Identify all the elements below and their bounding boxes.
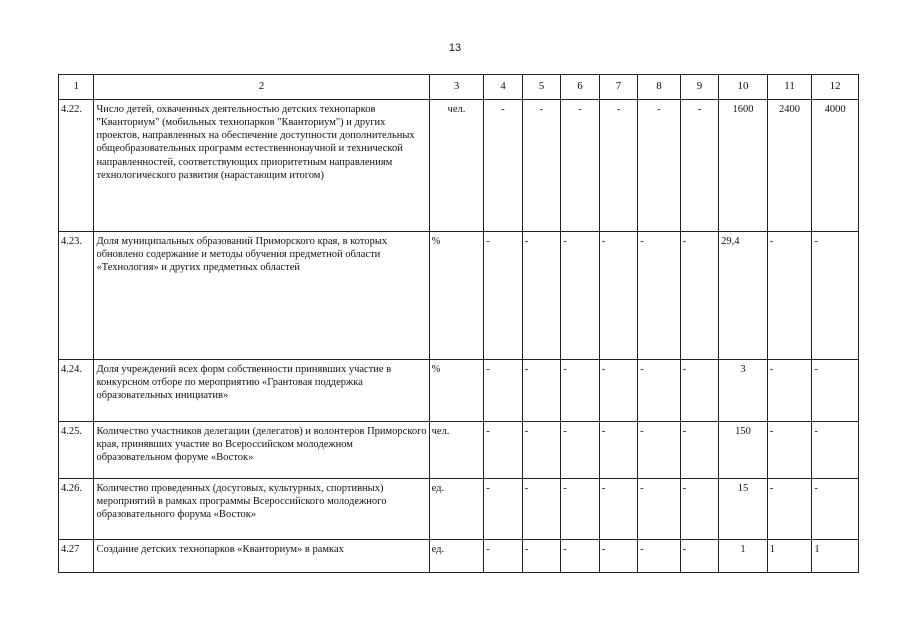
col-header-11: 11 [767,75,812,100]
row-number: 4.25. [59,422,94,479]
table-row [59,360,859,422]
row-description: Создание детских технопарков «Кванториум» в рамках [94,540,429,573]
row-value: 1 [812,540,859,573]
row-unit: % [429,360,484,422]
row-value: - [561,100,599,232]
row-unit: ед. [429,540,484,573]
row-description: Доля муниципальных образований Приморского края, в которых обновлено содержание и методы обучения предметной области «Технология» и других предметных областей [94,232,429,360]
row-unit: чел. [429,100,484,232]
row-value: - [599,100,637,232]
row-value: - [638,422,681,479]
row-unit: % [429,232,484,360]
page-number: 13 [448,42,462,54]
row-value: 1 [767,540,812,573]
row-value: 29,4 [719,232,768,360]
table-row [59,540,859,573]
row-number: 4.22. [59,100,94,232]
col-header-3: 3 [429,75,484,100]
row-value: - [484,232,522,360]
row-value: - [638,232,681,360]
row-unit: чел. [429,422,484,479]
col-header-6: 6 [561,75,599,100]
row-value: - [484,100,522,232]
row-value: 15 [719,479,768,540]
row-number: 4.27 [59,540,94,573]
row-value: - [812,479,859,540]
row-description: Количество проведенных (досуговых, культурных, спортивных) мероприятий в рамках программы Всероссийского молодежного образовательного форума «Восток» [94,479,429,540]
col-header-12: 12 [812,75,859,100]
row-value: 3 [719,360,768,422]
row-value: - [522,540,560,573]
row-value: 150 [719,422,768,479]
row-value: - [484,422,522,479]
row-value: - [561,232,599,360]
row-value: - [522,232,560,360]
row-value: - [767,479,812,540]
row-value: 4000 [812,100,859,232]
row-value: - [638,540,681,573]
row-description: Число детей, охваченных деятельностью детских технопарков "Кванториум" (мобильных технопарков "Кванториум") и других проектов, направленных на обеспечение доступности дополнительных общеобразовательных программ естественнонаучной и технической направленностей, соответствующих приоритетным направлениям технологического развития (нарастающим итогом) [94,100,429,232]
row-value: - [599,479,637,540]
row-value: - [812,422,859,479]
table-row [59,422,859,479]
row-value: - [638,100,681,232]
col-header-1: 1 [59,75,94,100]
row-value: - [812,360,859,422]
row-value: - [680,232,718,360]
table-row [59,100,859,232]
row-value: - [522,422,560,479]
row-value: 1 [719,540,768,573]
col-header-9: 9 [680,75,718,100]
row-description: Количество участников делегации (делегатов) и волонтеров Приморского края, принявших участие во Всероссийском молодежном образовательном форуме «Восток» [94,422,429,479]
row-value: - [680,360,718,422]
row-value: - [767,232,812,360]
row-number: 4.23. [59,232,94,360]
row-value: - [680,422,718,479]
col-header-5: 5 [522,75,560,100]
row-value: - [767,360,812,422]
col-header-10: 10 [719,75,768,100]
table-row [59,232,859,360]
row-value: - [767,422,812,479]
row-value: - [484,360,522,422]
row-value: 1600 [719,100,768,232]
col-header-8: 8 [638,75,681,100]
table-header-row [59,75,859,100]
row-value: - [680,100,718,232]
row-value: - [522,100,560,232]
row-number: 4.24. [59,360,94,422]
row-value: - [561,360,599,422]
col-header-2: 2 [94,75,429,100]
row-value: - [599,232,637,360]
row-value: - [599,360,637,422]
row-number: 4.26. [59,479,94,540]
row-value: - [638,360,681,422]
row-value: - [561,479,599,540]
row-value: - [484,540,522,573]
indicators-table [58,74,859,573]
row-value: - [638,479,681,540]
row-value: - [522,360,560,422]
row-unit: ед. [429,479,484,540]
row-value: - [522,479,560,540]
row-value: - [680,540,718,573]
row-value: - [599,540,637,573]
table-row [59,479,859,540]
row-value: 2400 [767,100,812,232]
row-value: - [561,422,599,479]
row-description: Доля учреждений всех форм собственности принявших участие в конкурсном отборе по мероприятию «Грантовая поддержка образовательных инициатив» [94,360,429,422]
row-value: - [599,422,637,479]
row-value: - [680,479,718,540]
row-value: - [812,232,859,360]
col-header-4: 4 [484,75,522,100]
row-value: - [484,479,522,540]
col-header-7: 7 [599,75,637,100]
row-value: - [561,540,599,573]
